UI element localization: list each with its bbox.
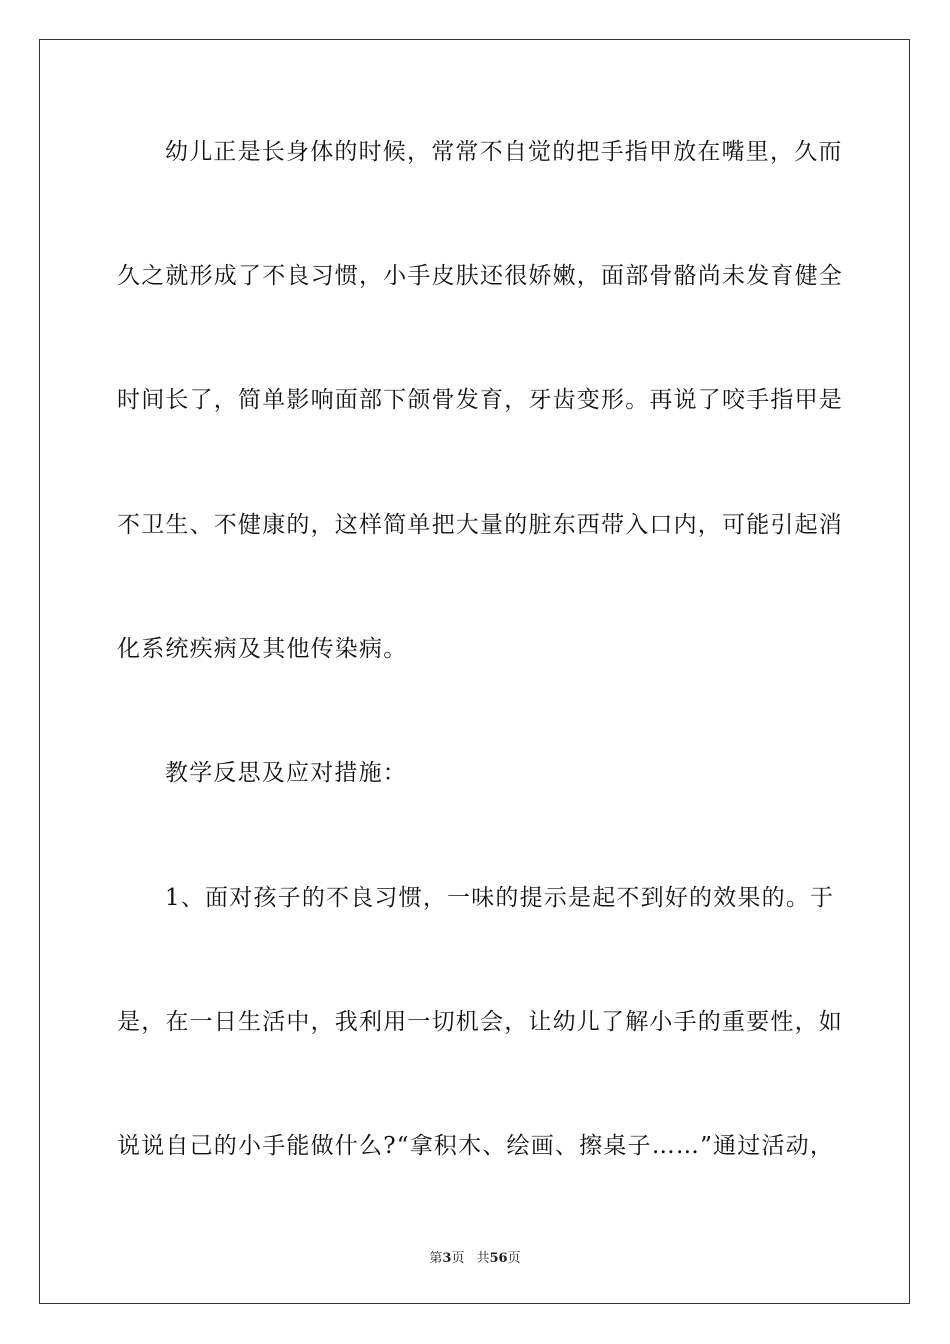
- footer-page-prefix: 第: [429, 1251, 443, 1266]
- paragraph-line-6: 1、面对孩子的不良习惯，一味的提示是起不到好的效果的。于: [165, 885, 835, 911]
- footer-page-number: 3: [442, 1251, 452, 1266]
- paragraph-line-7: 是，在一日生活中，我利用一切机会，让幼儿了解小手的重要性，如: [117, 1009, 843, 1035]
- paragraph-line-1: 幼儿正是长身体的时候，常常不自觉的把手指甲放在嘴里，久而: [165, 139, 843, 165]
- paragraph-line-5: 化系统疾病及其他传染病。: [117, 636, 408, 662]
- page-border: [39, 39, 910, 1304]
- paragraph-line-2: 久之就形成了不良习惯，小手皮肤还很娇嫩，面部骨骼尚未发育健全: [117, 263, 843, 289]
- paragraph-line-4: 不卫生、不健康的，这样简单把大量的脏东西带入口内，可能引起消: [117, 512, 843, 538]
- footer-total-suffix: 页: [507, 1251, 521, 1266]
- footer-total-prefix: 共: [476, 1251, 490, 1266]
- paragraph-line-8: 说说自己的小手能做什么?“拿积木、绘画、擦桌子……”通过活动，: [117, 1133, 835, 1159]
- section-heading: 教学反思及应对措施：: [165, 760, 407, 786]
- footer-total-pages: 56: [489, 1251, 508, 1266]
- paragraph-line-3: 时间长了，简单影响面部下颌骨发育，牙齿变形。再说了咬手指甲是: [117, 387, 843, 413]
- page-footer: [0, 1247, 950, 1266]
- footer-page-suffix: 页: [451, 1251, 465, 1266]
